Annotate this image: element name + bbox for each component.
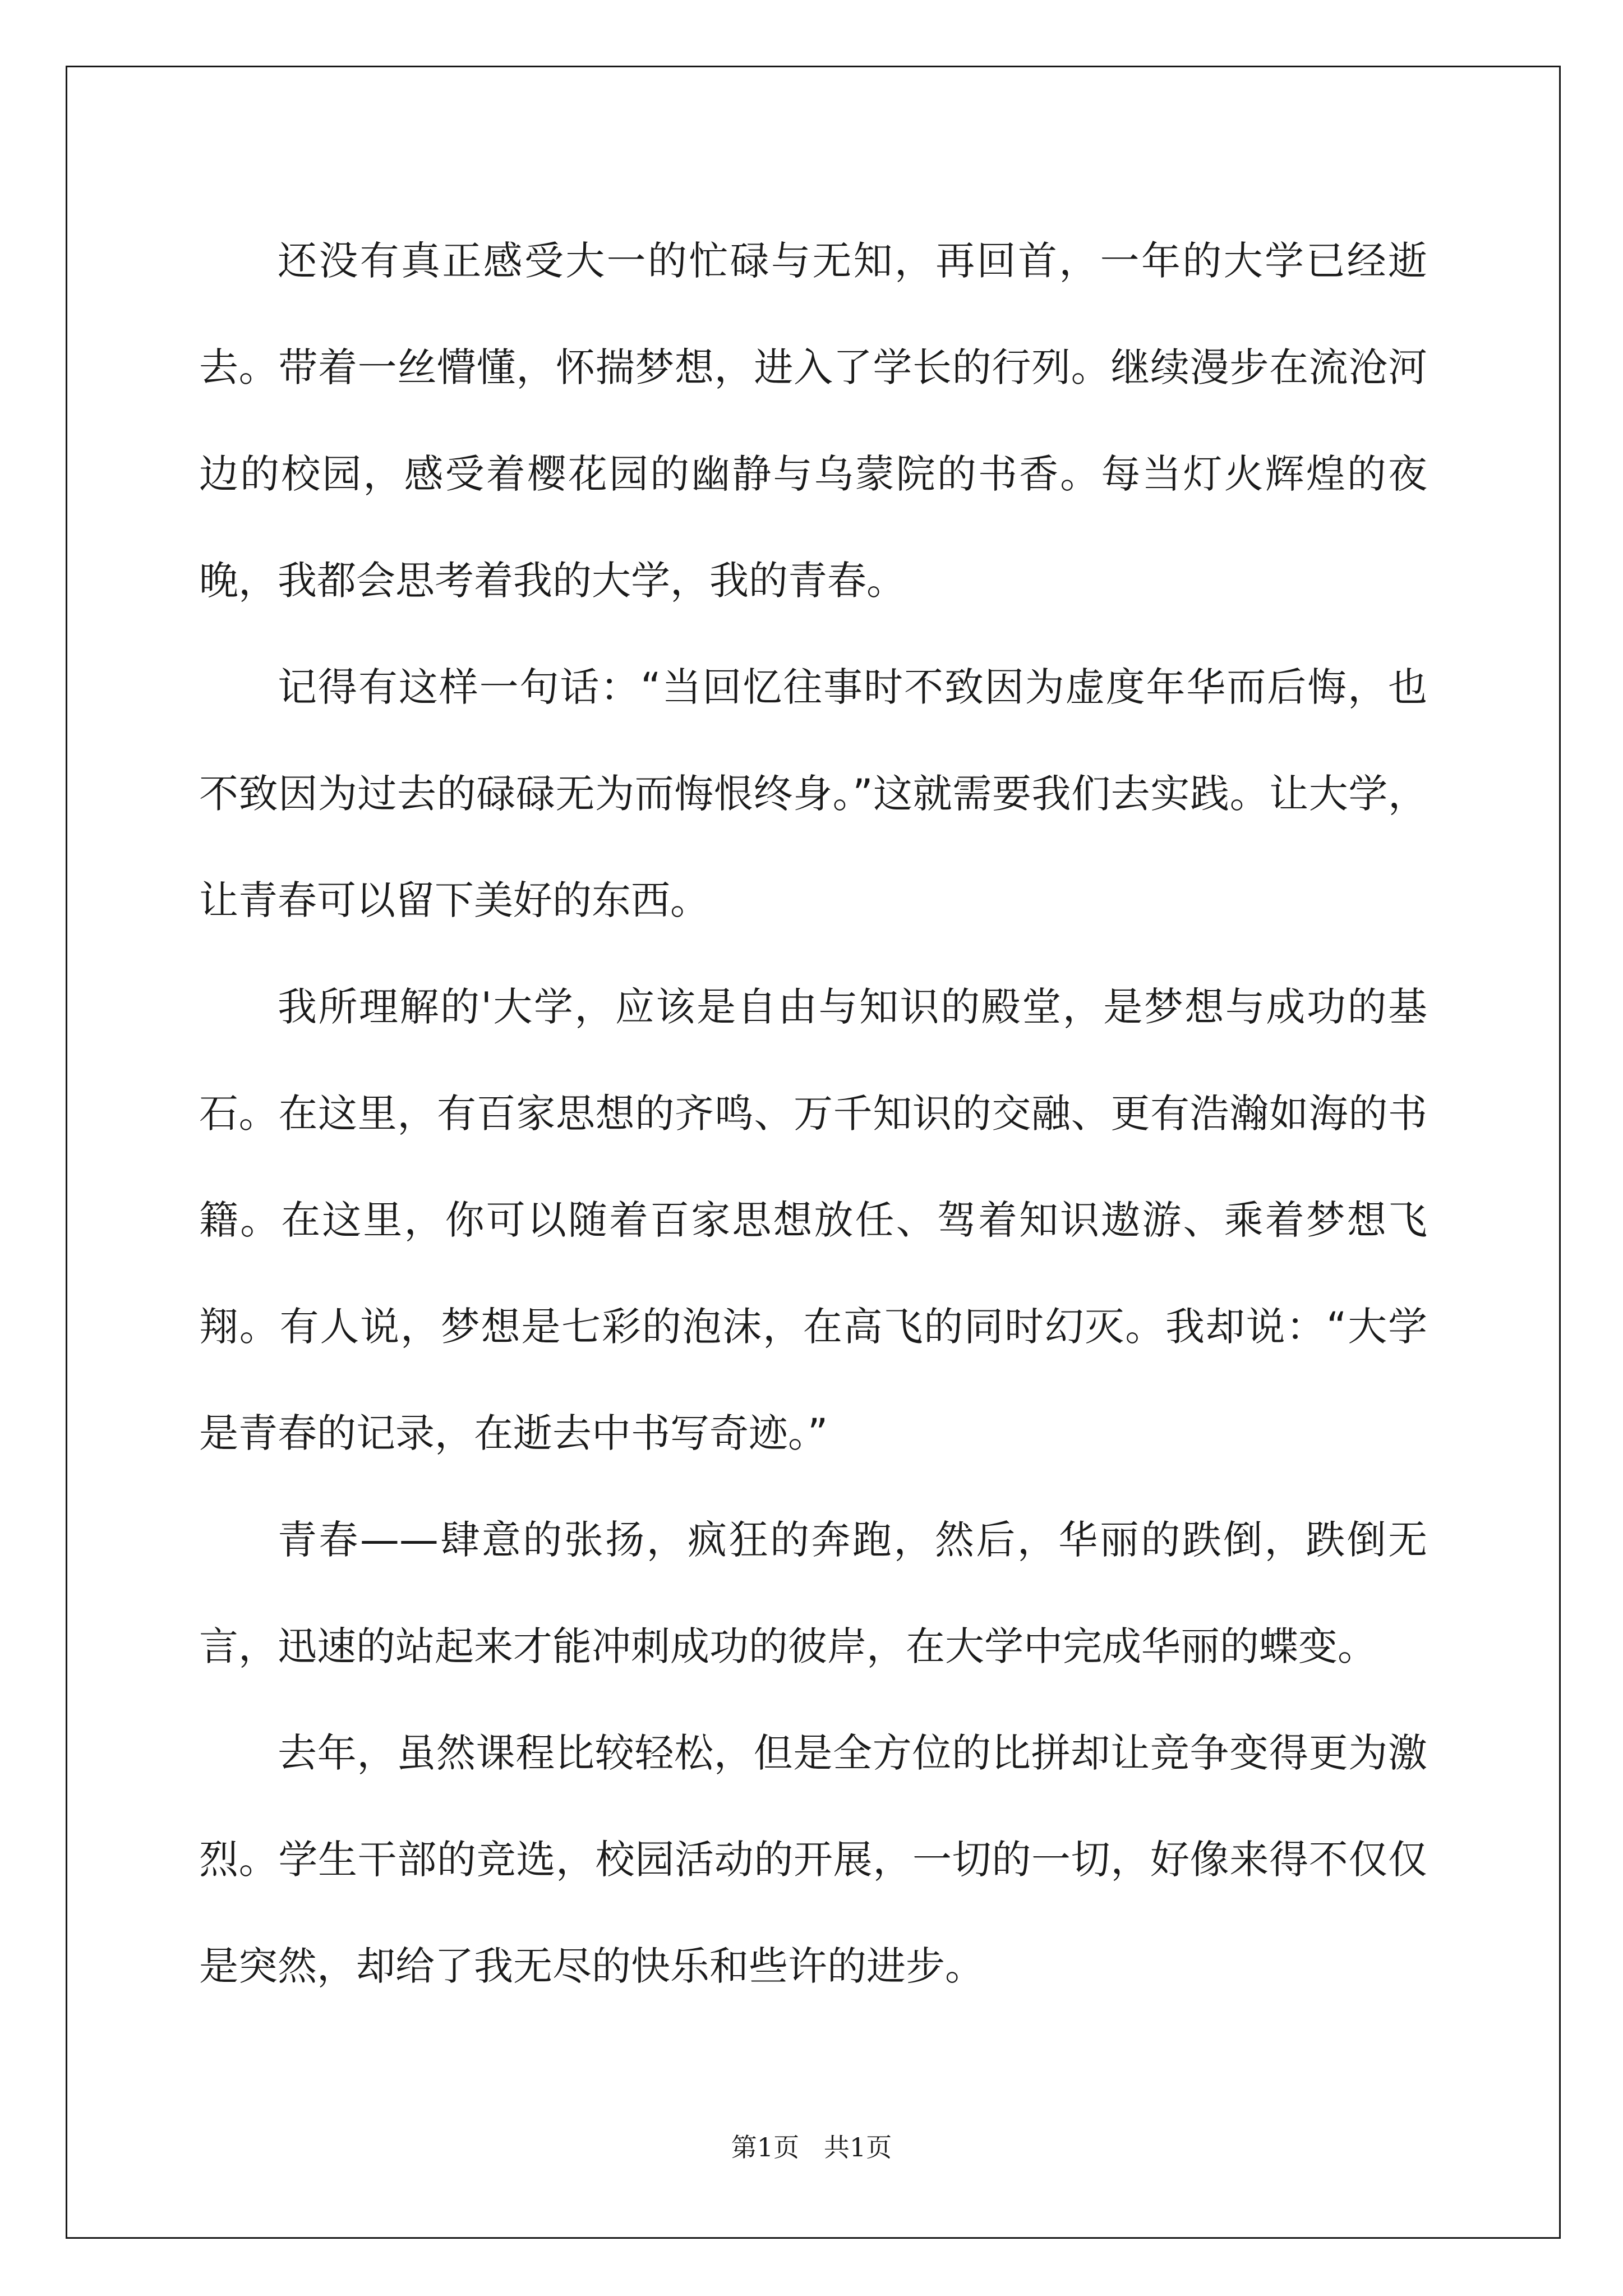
paragraph-2: 记得有这样一句话：“当回忆往事时不致因为虚度年华而后悔，也不致因为过去的碌碌无为而悔恨终身。”这就需要我们去实践。让大学，让青春可以留下美好的东西。 bbox=[199, 664, 1427, 923]
paragraph-3: 我所理解的'大学，应该是自由与知识的殿堂，是梦想与成功的基石。在这里，有百家思想的齐鸣、万千知识的交融、更有浩瀚如海的书籍。在这里，你可以随着百家思想放任、驾着知识遨游、乘着梦想飞翔。有人说，梦想是七彩的泡沫，在高飞的同时幻灭。我却说：“大学是青春的记录，在逝去中书写奇迹。” bbox=[199, 984, 1427, 1456]
paragraph-4: 青春——肆意的张扬，疯狂的奔跑，然后，华丽的跌倒，跌倒无言，迅速的站起来才能冲刺成功的彼岸，在大学中完成华丽的蝶变。 bbox=[199, 1517, 1427, 1669]
document-body bbox=[199, 208, 1427, 2019]
page-number-footer: 第1页 共1页 bbox=[731, 2132, 892, 2162]
paragraph-1: 还没有真正感受大一的忙碌与无知，再回首，一年的大学已经逝去。带着一丝懵懂，怀揣梦想，进入了学长的行列。继续漫步在流沧河边的校园，感受着樱花园的幽静与乌蒙院的书香。每当灯火辉煌的夜晚，我都会思考着我的大学，我的青春。 bbox=[199, 238, 1427, 604]
paragraph-5: 去年，虽然课程比较轻松，但是全方位的比拼却让竞争变得更为激烈。学生干部的竞选，校园活动的开展，一切的一切，好像来得不仅仅是突然，却给了我无尽的快乐和些许的进步。 bbox=[199, 1730, 1427, 1989]
